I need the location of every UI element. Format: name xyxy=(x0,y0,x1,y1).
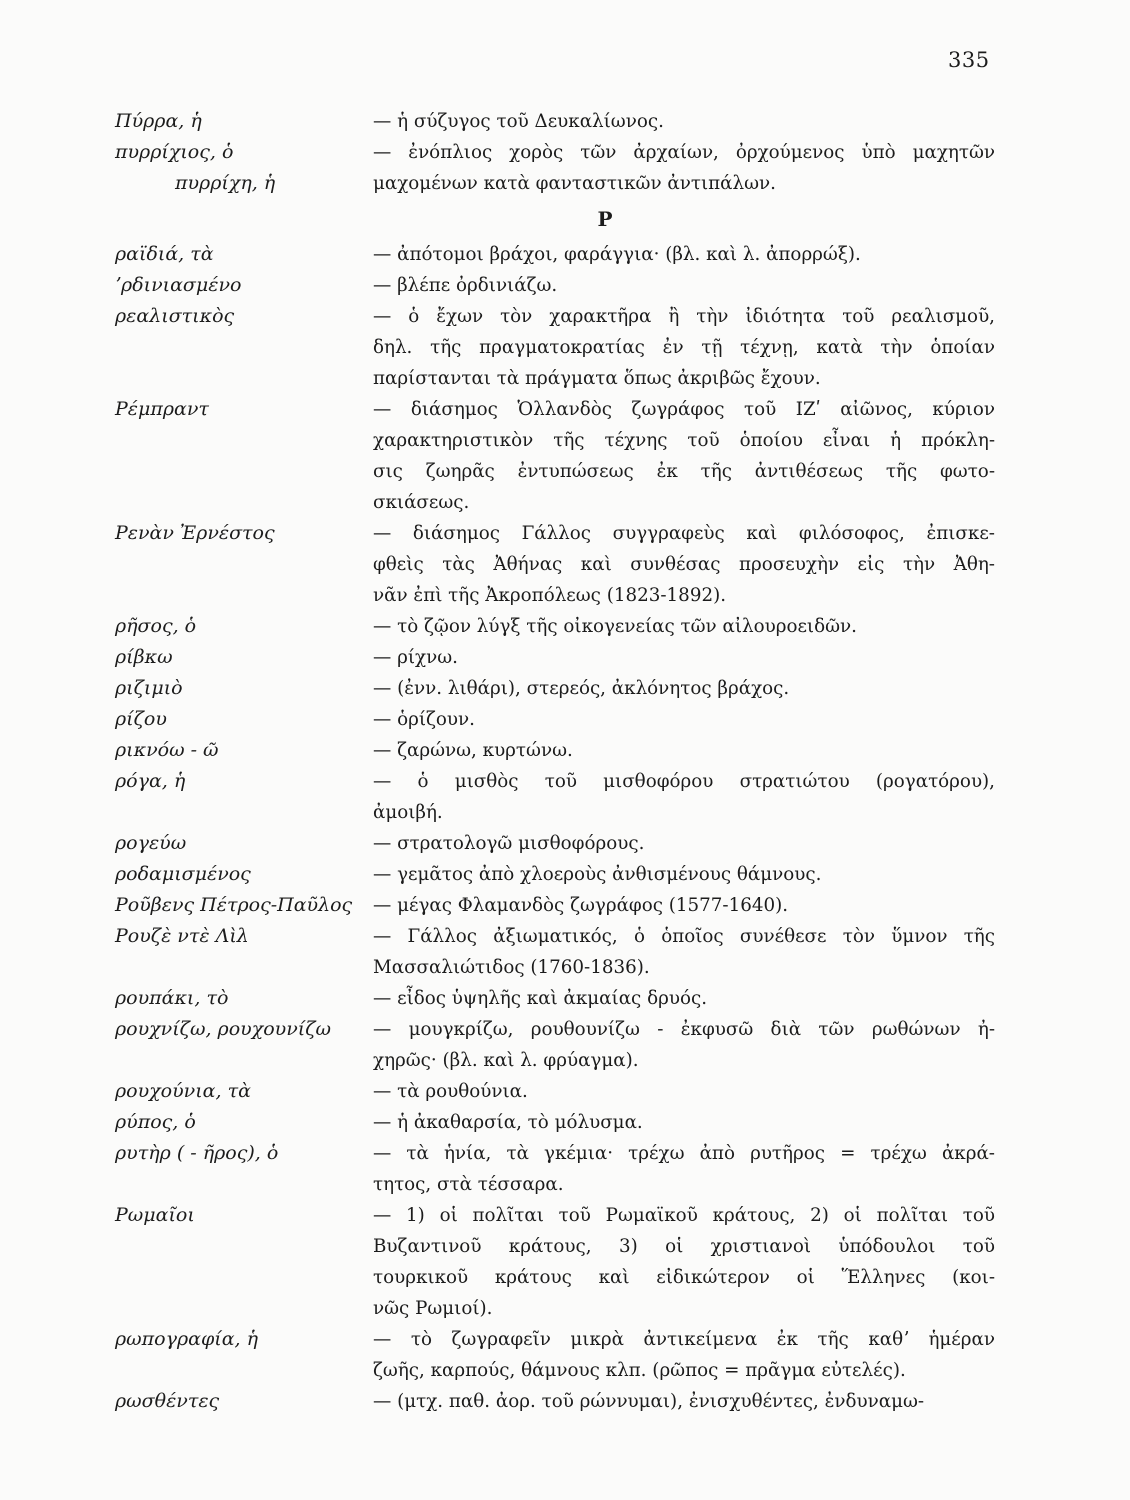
glossary-entry xyxy=(115,642,995,673)
entry-definition xyxy=(373,704,995,735)
entry-headword: ρογεύω xyxy=(115,832,187,854)
entry-headword: Ρέμπραντ xyxy=(115,398,209,420)
definition-line: — ἀπότομοι βράχοι, φαράγγια· (βλ. καὶ λ. ἀπορρώξ). xyxy=(373,244,861,265)
definition-line: νᾶν ἐπὶ τῆς Ἀκροπόλεως (1823-1892). xyxy=(373,585,727,606)
entry-definition xyxy=(373,106,995,137)
definition-line: — γεμᾶτος ἀπὸ χλοεροὺς ἀνθισμένους θάμνους. xyxy=(373,864,822,885)
entry-definition xyxy=(373,1386,995,1417)
entry-headword: ρίβκω xyxy=(115,646,173,668)
definition-line: — διάσημος Γάλλος συγγραφεὺς καὶ φιλόσοφος, ἐπισκε- xyxy=(373,523,995,544)
definition-line: — τὰ ἡνία, τὰ γκέμια· τρέχω ἀπὸ ρυτῆρος = τρέχω ἀκρά- xyxy=(373,1143,995,1164)
glossary-entry xyxy=(115,890,995,921)
definition-line: τουρκικοῦ κράτους καὶ εἰδικώτερον οἱ Ἕλληνες (κοι- xyxy=(373,1267,995,1288)
glossary-entry xyxy=(115,270,995,301)
definition-line: — ἡ ἀκαθαρσία, τὸ μόλυσμα. xyxy=(373,1112,643,1133)
definition-line: — 1) οἱ πολῖται τοῦ Ρωμαϊκοῦ κράτους, 2) οἱ πολῖται τοῦ xyxy=(373,1205,995,1226)
entry-headword: ραϊδιά, τὰ xyxy=(115,243,214,265)
entry-headword: πυρρίχιος, ὁ xyxy=(115,141,234,163)
entry-headword: ρῆσος, ὁ xyxy=(115,615,197,637)
entry-definition xyxy=(373,611,995,642)
glossary-entry xyxy=(115,1076,995,1107)
entry-definition xyxy=(373,735,995,766)
glossary-entry xyxy=(115,704,995,735)
entry-headword: ρυτὴρ ( - ῆρος), ὁ xyxy=(115,1142,279,1164)
definition-line: χηρῶς· (βλ. καὶ λ. φρύαγμα). xyxy=(373,1050,639,1071)
entry-definition xyxy=(373,239,995,270)
entry-headword: Ρενὰν Ἐρνέστος xyxy=(115,522,275,544)
definition-line: Βυζαντινοῦ κράτους, 3) οἱ χριστιανοὶ ὑπόδουλοι τοῦ xyxy=(373,1236,995,1257)
entry-definition xyxy=(373,1200,995,1324)
definition-line: Μασσαλιώτιδος (1760-1836). xyxy=(373,957,650,978)
entry-headword: ρωσθέντες xyxy=(115,1390,220,1412)
glossary-entry xyxy=(115,611,995,642)
entry-definition xyxy=(373,1014,995,1076)
glossary-list xyxy=(115,106,995,1417)
entry-headword: Ρωμαῖοι xyxy=(115,1204,195,1226)
definition-line: — ρίχνω. xyxy=(373,647,458,668)
entry-definition xyxy=(373,1107,995,1138)
entry-definition xyxy=(373,301,995,394)
entry-headword: ριζιμιὸ xyxy=(115,677,183,699)
page-number: 335 xyxy=(948,48,990,72)
glossary-entry xyxy=(115,766,995,828)
definition-line: — εἶδος ὑψηλῆς καὶ ἀκμαίας δρυός. xyxy=(373,988,708,1009)
definition-line: — Γάλλος ἀξιωματικός, ὁ ὁποῖος συνέθεσε τὸν ὕμνον τῆς xyxy=(373,926,995,947)
glossary-entry xyxy=(115,137,995,199)
entry-headword: Ροῦβενς Πέτρος-Παῦλος xyxy=(115,894,353,916)
definition-line: σις ζωηρᾶς ἐντυπώσεως ἐκ τῆς ἀντιθέσεως τῆς φωτο- xyxy=(373,461,995,482)
section-letter-heading: Ρ xyxy=(597,207,613,231)
entry-headword: ρουχνίζω, ρουχουνίζω xyxy=(115,1018,331,1040)
entry-definition xyxy=(373,983,995,1014)
definition-line: — ζαρώνω, κυρτώνω. xyxy=(373,740,573,761)
glossary-entry xyxy=(115,1107,995,1138)
definition-line: — μουγκρίζω, ρουθουνίζω - ἐκφυσῶ διὰ τῶν ρωθώνων ἠ- xyxy=(373,1019,995,1040)
entry-definition xyxy=(373,921,995,983)
entry-definition xyxy=(373,890,995,921)
glossary-entry xyxy=(115,394,995,518)
definition-line: — ἐνόπλιος χορὸς τῶν ἀρχαίων, ὀρχούμενος ὑπὸ μαχητῶν xyxy=(373,142,995,163)
glossary-entry xyxy=(115,735,995,766)
definition-line: μαχομένων κατὰ φανταστικῶν ἀντιπάλων. xyxy=(373,173,776,194)
entry-headword: ρικνόω - ῶ xyxy=(115,739,219,761)
entry-sub-headword: πυρρίχη, ἡ xyxy=(175,172,276,194)
definition-line: — βλέπε ὀρδινιάζω. xyxy=(373,275,558,296)
glossary-entry xyxy=(115,1138,995,1200)
definition-line: φθεὶς τὰς Ἀθήνας καὶ συνθέσας προσευχὴν εἰς τὴν Ἀθη- xyxy=(373,554,995,575)
entry-headword: ρουχούνια, τὰ xyxy=(115,1080,251,1102)
entry-definition xyxy=(373,394,995,518)
definition-line: — ὁρίζουν. xyxy=(373,709,475,730)
entry-definition xyxy=(373,642,995,673)
entry-definition xyxy=(373,766,995,828)
entry-headword: ρύπος, ὁ xyxy=(115,1111,196,1133)
glossary-entry xyxy=(115,983,995,1014)
entry-headword: Πύρρα, ἡ xyxy=(115,110,202,132)
glossary-entry xyxy=(115,921,995,983)
definition-line: ζωῆς, καρπούς, θάμνους κλπ. (ρῶπος = πρᾶγμα εὐτελές). xyxy=(373,1360,906,1381)
definition-line: — (ἐνν. λιθάρι), στερεός, ἀκλόνητος βράχος. xyxy=(373,678,790,699)
entry-definition xyxy=(373,1076,995,1107)
entry-headword: Ρουζὲ ντὲ Λὶλ xyxy=(115,925,249,947)
glossary-entry xyxy=(115,518,995,611)
entry-definition xyxy=(373,859,995,890)
definition-line: παρίστανται τὰ πράγματα ὅπως ἀκριβῶς ἔχουν. xyxy=(373,368,821,389)
entry-definition xyxy=(373,137,995,199)
entry-definition xyxy=(373,270,995,301)
glossary-entry xyxy=(115,1014,995,1076)
entry-definition xyxy=(373,673,995,704)
definition-line: — τὸ ζωγραφεῖν μικρὰ ἀντικείμενα ἐκ τῆς καθʼ ἡμέραν xyxy=(373,1329,995,1350)
entry-headword: ρουπάκι, τὸ xyxy=(115,987,229,1009)
definition-line: — ἡ σύζυγος τοῦ Δευκαλίωνος. xyxy=(373,111,664,132)
definition-line: — τὸ ζῷον λύγξ τῆς οἰκογενείας τῶν αἰλουροειδῶν. xyxy=(373,616,857,637)
entry-headword: ρίζου xyxy=(115,708,167,730)
entry-headword: ρωπογραφία, ἡ xyxy=(115,1328,258,1350)
glossary-entry xyxy=(115,239,995,270)
entry-definition xyxy=(373,828,995,859)
glossary-entry xyxy=(115,1200,995,1324)
definition-line: — μέγας Φλαμανδὸς ζωγράφος (1577-1640). xyxy=(373,895,789,916)
definition-line: νῶς Ρωμιοί). xyxy=(373,1298,493,1319)
entry-definition xyxy=(373,518,995,611)
entry-headword: ρόγα, ἡ xyxy=(115,770,186,792)
definition-line: τητος, στὰ τέσσαρα. xyxy=(373,1174,564,1195)
entry-headword: ρεαλιστικὸς xyxy=(115,305,235,327)
glossary-entry xyxy=(115,828,995,859)
glossary-entry xyxy=(115,106,995,137)
definition-line: ἀμοιβή. xyxy=(373,802,443,823)
entry-headword: ροδαμισμένος xyxy=(115,863,251,885)
definition-line: — (μτχ. παθ. ἀορ. τοῦ ρώννυμαι), ἐνισχυθέντες, ἐνδυναμω- xyxy=(373,1391,925,1412)
glossary-entry xyxy=(115,859,995,890)
definition-line: δηλ. τῆς πραγματοκρατίας ἐν τῇ τέχνῃ, κατὰ τὴν ὁποίαν xyxy=(373,337,995,358)
definition-line: — τὰ ρουθούνια. xyxy=(373,1081,528,1102)
entry-definition xyxy=(373,1138,995,1200)
entry-headword: ʼρδινιασμένο xyxy=(115,274,242,296)
definition-line: σκιάσεως. xyxy=(373,492,470,513)
glossary-entry xyxy=(115,301,995,394)
glossary-entry xyxy=(115,1324,995,1386)
definition-line: — ὁ μισθὸς τοῦ μισθοφόρου στρατιώτου (ρογατόρου), xyxy=(373,771,995,792)
definition-line: χαρακτηριστικὸν τῆς τέχνης τοῦ ὁποίου εἶναι ἡ πρόκλη- xyxy=(373,430,995,451)
entry-definition xyxy=(373,1324,995,1386)
glossary-entry xyxy=(115,673,995,704)
definition-line: — στρατολογῶ μισθοφόρους. xyxy=(373,833,645,854)
definition-line: — διάσημος Ὁλλανδὸς ζωγράφος τοῦ ΙΖʹ αἰῶνος, κύριον xyxy=(373,399,995,420)
glossary-entry xyxy=(115,1386,995,1417)
definition-line: — ὁ ἔχων τὸν χαρακτῆρα ἢ τὴν ἰδιότητα τοῦ ρεαλισμοῦ, xyxy=(373,306,995,327)
